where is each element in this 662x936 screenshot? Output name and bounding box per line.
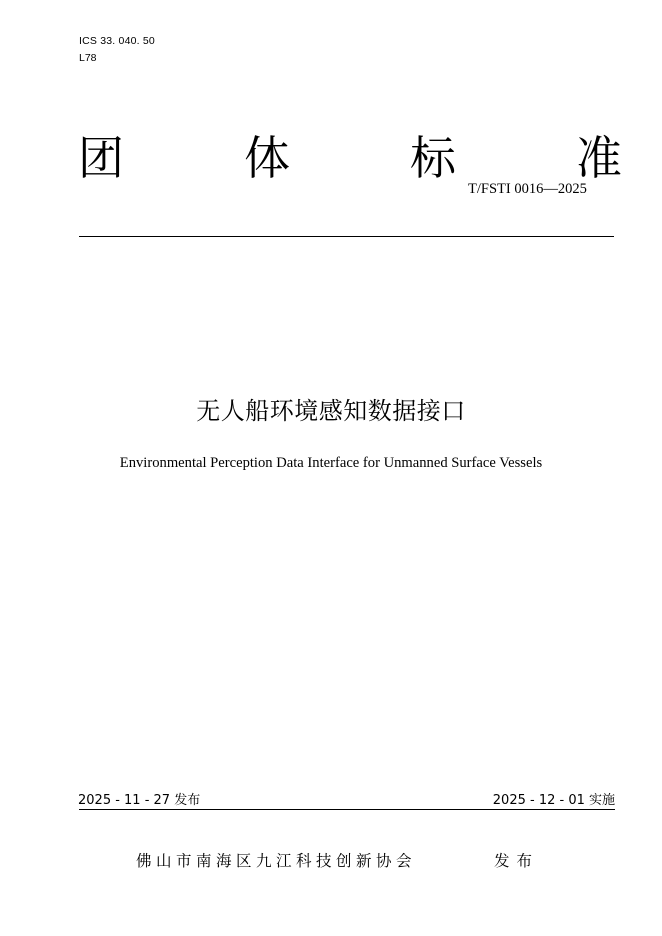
publish-date: 2025 - 11 - 27 发布 [78, 793, 201, 808]
standard-type-char-1: 团 [78, 131, 124, 185]
standard-type-char-4: 准 [576, 131, 622, 185]
standard-type-heading [78, 130, 622, 186]
standard-type-char-3: 标 [410, 131, 456, 185]
standard-number: T/FSTI 0016—2025 [468, 181, 587, 197]
document-title-chinese: 无人船环境感知数据接口 [196, 397, 466, 425]
bottom-divider [79, 809, 615, 810]
ics-code: ICS 33. 040. 50 [79, 35, 155, 47]
issue-label: 发布 [494, 852, 540, 870]
implementation-date: 2025 - 12 - 01 实施 [492, 793, 615, 808]
document-title-english: Environmental Perception Data Interface for Unmanned Surface Vessels [119, 455, 543, 471]
top-divider [79, 236, 614, 237]
classification-code: L78 [79, 52, 97, 64]
issuing-organization: 佛山市南海区九江科技创新协会 [136, 852, 417, 870]
standard-type-char-2: 体 [244, 131, 290, 185]
